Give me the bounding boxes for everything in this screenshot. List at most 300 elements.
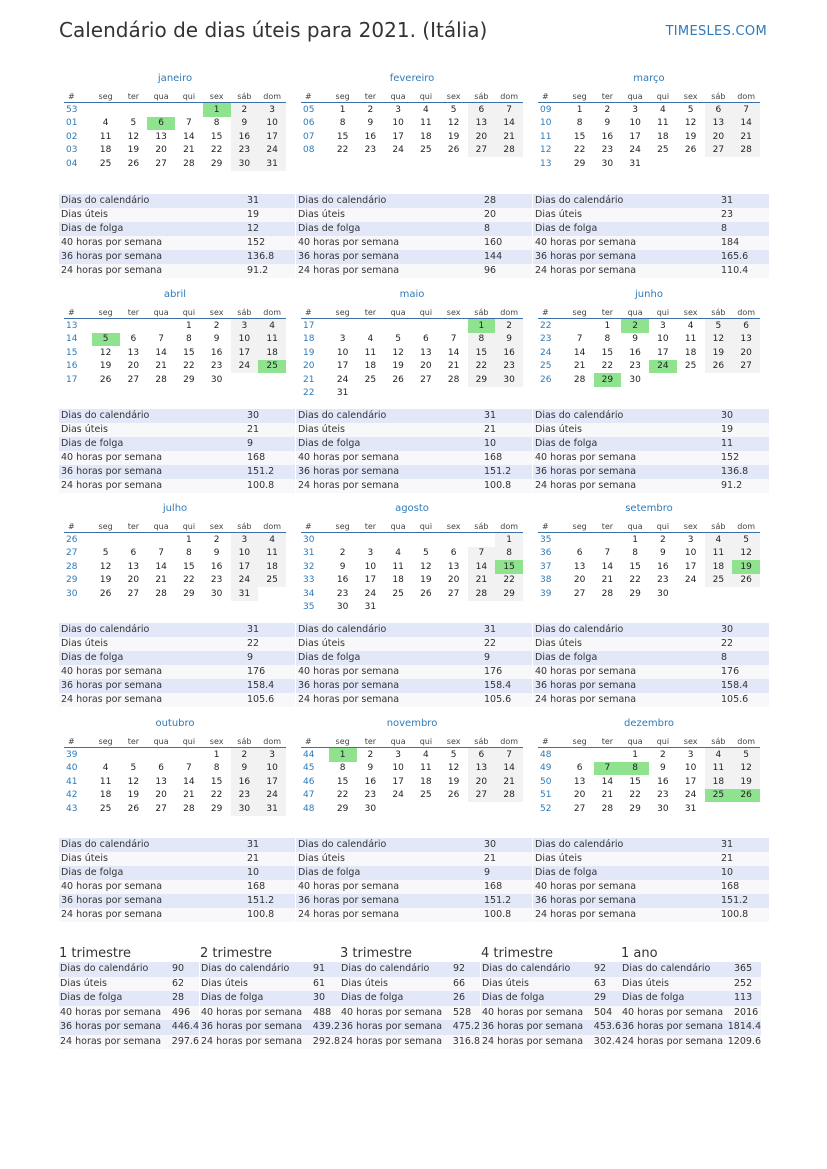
day-cell: 31 xyxy=(258,157,286,171)
week-row xyxy=(64,144,286,158)
day-cell: 13 xyxy=(447,561,460,572)
stat-value: 29 xyxy=(594,992,607,1003)
day-cell: 15 xyxy=(468,346,496,360)
stat-label: 36 horas por semana xyxy=(298,680,400,691)
week-row xyxy=(301,387,523,401)
day-cell: 27 xyxy=(127,588,140,599)
quarter-summary xyxy=(200,946,340,1049)
week-number: 30 xyxy=(66,588,78,599)
quarter-stat-row xyxy=(621,1006,761,1021)
day-cell: 4 xyxy=(102,118,109,129)
quarter-stat-row xyxy=(340,1006,480,1021)
weekday-header: sex xyxy=(677,307,705,319)
stat-label: 24 horas por semana xyxy=(60,1035,162,1047)
stat-value: 1814.4 xyxy=(727,1021,761,1032)
day-cell: 11 xyxy=(99,776,112,787)
week-number: 36 xyxy=(540,548,552,559)
day-cell: 24 xyxy=(629,145,641,156)
stat-label: 24 horas por semana xyxy=(535,909,637,920)
weekday-header: # xyxy=(64,736,92,748)
day-cell: 6 xyxy=(158,763,164,774)
day-cell: 10 xyxy=(392,118,404,129)
week-row xyxy=(64,587,286,601)
day-cell: 14 xyxy=(183,131,195,142)
stat-value: 475.2 xyxy=(452,1021,480,1032)
month-name: dezembro xyxy=(624,718,674,729)
day-cell: 22 xyxy=(183,575,195,586)
stat-row xyxy=(533,651,769,665)
empty-day-cell xyxy=(412,601,440,615)
stat-value: 168 xyxy=(484,881,503,892)
day-cell: 13 xyxy=(127,561,140,572)
stat-value: 22 xyxy=(247,638,260,649)
week-number: 24 xyxy=(540,347,552,358)
stat-label: 24 horas por semana xyxy=(298,480,400,491)
empty-day-cell xyxy=(566,748,594,762)
stat-label: 40 horas por semana xyxy=(201,1006,303,1018)
empty-day-cell xyxy=(384,601,412,615)
day-cell: 17 xyxy=(657,347,669,358)
empty-day-cell xyxy=(468,387,496,401)
month-calendar xyxy=(538,288,760,387)
week-row xyxy=(538,748,760,762)
weekday-header: dom xyxy=(732,736,760,748)
stat-label: Dias do calendário xyxy=(61,410,150,421)
week-row xyxy=(301,574,523,588)
day-cell: 13 xyxy=(155,131,167,142)
week-number: 39 xyxy=(540,588,552,599)
stat-label: Dias úteis xyxy=(535,424,582,435)
stat-value: 30 xyxy=(484,839,497,850)
weekday-header: ter xyxy=(357,91,385,103)
day-cell: 14 xyxy=(495,762,523,776)
month-name: fevereiro xyxy=(389,73,435,84)
stat-row xyxy=(296,908,532,922)
week-row xyxy=(301,775,523,789)
day-cell: 21 xyxy=(495,775,523,789)
stat-row xyxy=(296,479,532,493)
stat-row xyxy=(533,894,769,908)
weekday-header: qui xyxy=(412,736,440,748)
stat-row xyxy=(533,838,769,852)
empty-day-cell xyxy=(594,748,622,762)
weekday-header: # xyxy=(538,521,566,533)
week-row xyxy=(301,333,523,347)
weekday-header: dom xyxy=(495,91,523,103)
day-cell: 3 xyxy=(395,104,401,115)
stat-value: 2016 xyxy=(734,1006,759,1018)
empty-day-cell xyxy=(440,802,468,816)
week-number: 37 xyxy=(540,561,552,572)
brand-link[interactable]: TIMESLES.COM xyxy=(665,24,767,39)
stat-value: 20 xyxy=(484,209,497,220)
stat-label: 36 horas por semana xyxy=(535,251,637,262)
stat-value: 21 xyxy=(247,424,260,435)
stat-row xyxy=(59,894,295,908)
weekday-header: ter xyxy=(357,307,385,319)
stat-value: 100.8 xyxy=(247,909,275,920)
day-cell: 27 xyxy=(468,144,496,158)
empty-day-cell xyxy=(705,587,733,601)
week-row xyxy=(64,533,286,547)
day-cell: 13 xyxy=(705,117,733,131)
stat-label: Dias úteis xyxy=(622,977,669,989)
day-cell: 4 xyxy=(102,763,109,774)
empty-day-cell xyxy=(677,157,705,171)
week-row xyxy=(538,789,760,803)
holiday-day-cell: 25 xyxy=(258,360,286,374)
day-cell: 18 xyxy=(420,776,432,787)
stat-row xyxy=(59,866,295,880)
stat-row xyxy=(296,894,532,908)
week-number: 47 xyxy=(303,790,315,801)
day-cell: 28 xyxy=(573,374,586,385)
stat-label: Dias do calendário xyxy=(298,624,387,635)
empty-day-cell xyxy=(175,748,203,762)
stat-label: 40 horas por semana xyxy=(298,452,400,463)
week-row xyxy=(301,533,523,547)
day-cell: 30 xyxy=(210,374,223,385)
weekday-header: # xyxy=(301,521,329,533)
stat-value: 1209.6 xyxy=(727,1035,761,1047)
weekday-header: seg xyxy=(566,91,594,103)
month-calendar xyxy=(538,717,760,816)
stat-row xyxy=(296,852,532,866)
stat-row xyxy=(296,264,532,278)
stat-value: 152 xyxy=(721,452,740,463)
day-cell: 16 xyxy=(495,346,523,360)
quarter-stat-row xyxy=(59,1020,199,1035)
empty-day-cell xyxy=(705,802,733,816)
stat-label: 36 horas por semana xyxy=(341,1021,443,1032)
week-number: 13 xyxy=(66,320,78,331)
stat-label: Dias úteis xyxy=(482,977,529,989)
day-cell: 4 xyxy=(705,748,733,762)
day-cell: 8 xyxy=(339,763,346,774)
quarter-stat-row xyxy=(621,1035,761,1050)
week-number: 33 xyxy=(303,575,315,586)
weekday-header: # xyxy=(538,91,566,103)
stat-value: 11 xyxy=(721,438,734,449)
stat-value: 9 xyxy=(247,438,254,449)
stat-label: Dias do calendário xyxy=(535,839,624,850)
stat-value: 151.2 xyxy=(247,466,275,477)
stat-value: 10 xyxy=(484,438,497,449)
weekday-header: sáb xyxy=(468,736,496,748)
weekday-header: qui xyxy=(412,307,440,319)
day-cell: 7 xyxy=(495,103,523,117)
empty-day-cell xyxy=(649,157,677,171)
calendar-grid xyxy=(538,736,760,816)
stat-label: Dias de folga xyxy=(61,438,124,449)
day-cell: 16 xyxy=(364,776,377,787)
stat-value: 488 xyxy=(313,1006,332,1018)
empty-day-cell xyxy=(120,319,148,333)
week-number: 42 xyxy=(66,790,78,801)
day-cell: 28 xyxy=(183,803,195,814)
stat-value: 292.8 xyxy=(312,1035,340,1047)
day-cell: 22 xyxy=(629,575,641,586)
month-calendar xyxy=(301,717,523,816)
week-number: 44 xyxy=(303,749,315,760)
stat-value: 528 xyxy=(453,1006,472,1018)
day-cell: 15 xyxy=(183,347,195,358)
day-cell: 22 xyxy=(210,790,223,801)
day-cell: 28 xyxy=(183,158,195,169)
quarter-stat-row xyxy=(200,1020,340,1035)
weekday-header: # xyxy=(301,91,329,103)
day-cell: 17 xyxy=(392,131,404,142)
day-cell: 3 xyxy=(231,319,259,333)
day-cell: 30 xyxy=(657,588,669,599)
stat-row xyxy=(59,852,295,866)
stat-label: Dias do calendário xyxy=(61,624,150,635)
weekday-header: sex xyxy=(203,91,231,103)
stat-row xyxy=(296,236,532,250)
quarter-stat-row xyxy=(621,991,761,1006)
day-cell: 1 xyxy=(186,534,192,545)
day-cell: 10 xyxy=(336,347,349,358)
stat-value: 365 xyxy=(734,963,753,974)
day-cell: 4 xyxy=(423,104,429,115)
stat-row xyxy=(533,880,769,894)
month-stats xyxy=(59,409,295,493)
day-cell: 7 xyxy=(468,547,496,561)
day-cell: 14 xyxy=(601,561,614,572)
day-cell: 22 xyxy=(495,574,523,588)
week-row xyxy=(538,547,760,561)
week-row xyxy=(301,117,523,131)
stat-row xyxy=(59,908,295,922)
empty-day-cell xyxy=(357,533,385,547)
day-cell: 9 xyxy=(213,548,220,559)
day-cell: 3 xyxy=(258,103,286,117)
day-cell: 12 xyxy=(99,347,112,358)
day-cell: 20 xyxy=(127,361,140,372)
weekday-header: qui xyxy=(649,521,677,533)
stat-value: 22 xyxy=(484,638,497,649)
week-number: 35 xyxy=(303,602,315,613)
stat-value: 316.8 xyxy=(452,1035,480,1047)
day-cell: 24 xyxy=(336,374,349,385)
day-cell: 24 xyxy=(258,789,286,803)
day-cell: 17 xyxy=(364,575,377,586)
week-number: 26 xyxy=(66,534,78,545)
day-cell: 26 xyxy=(684,145,697,156)
week-row xyxy=(301,144,523,158)
stat-label: Dias úteis xyxy=(61,638,108,649)
month-name: julho xyxy=(162,503,188,514)
quarter-stat-row xyxy=(481,977,621,992)
empty-day-cell xyxy=(384,533,412,547)
day-cell: 28 xyxy=(155,374,167,385)
weekday-header: ter xyxy=(120,736,148,748)
stat-label: 36 horas por semana xyxy=(622,1021,724,1032)
week-number: 22 xyxy=(303,388,315,399)
stat-value: 92 xyxy=(453,963,466,974)
day-cell: 19 xyxy=(99,361,112,372)
day-cell: 23 xyxy=(231,144,259,158)
stat-row xyxy=(533,665,769,679)
stat-value: 176 xyxy=(721,666,740,677)
calendar-grid xyxy=(301,736,523,816)
day-cell: 21 xyxy=(447,361,460,372)
stat-value: 19 xyxy=(721,424,734,435)
day-cell: 12 xyxy=(705,333,733,347)
day-cell: 26 xyxy=(705,360,733,374)
day-cell: 12 xyxy=(99,561,112,572)
weekday-header: qui xyxy=(412,91,440,103)
stat-value: 28 xyxy=(172,992,185,1003)
stat-value: 12 xyxy=(247,223,260,234)
stat-value: 63 xyxy=(594,977,607,989)
weekday-header: qui xyxy=(412,521,440,533)
empty-day-cell xyxy=(412,533,440,547)
day-cell: 11 xyxy=(258,547,286,561)
stat-row xyxy=(296,437,532,451)
stat-row xyxy=(296,465,532,479)
day-cell: 23 xyxy=(657,575,669,586)
week-number: 17 xyxy=(66,374,78,385)
day-cell: 18 xyxy=(99,145,112,156)
day-cell: 16 xyxy=(364,131,377,142)
day-cell: 7 xyxy=(450,334,457,345)
week-row xyxy=(64,802,286,816)
stat-value: 91 xyxy=(313,963,326,974)
empty-day-cell xyxy=(92,319,120,333)
weekday-header: dom xyxy=(495,521,523,533)
day-cell: 8 xyxy=(576,118,583,129)
quarter-title: 4 trimestre xyxy=(481,946,554,961)
day-cell: 23 xyxy=(629,361,641,372)
weekday-header: seg xyxy=(566,307,594,319)
quarter-stat-row xyxy=(200,962,340,977)
empty-day-cell xyxy=(384,387,412,401)
day-cell: 14 xyxy=(183,776,195,787)
weekday-header: ter xyxy=(357,521,385,533)
stat-label: 40 horas por semana xyxy=(298,237,400,248)
day-cell: 1 xyxy=(213,749,220,760)
day-cell: 13 xyxy=(732,333,760,347)
weekday-header: qua xyxy=(147,307,175,319)
month-stats xyxy=(296,623,532,707)
stat-label: Dias do calendário xyxy=(298,839,387,850)
weekday-header: qua xyxy=(621,91,649,103)
day-cell: 8 xyxy=(186,334,192,345)
day-cell: 1 xyxy=(604,320,611,331)
stat-value: 8 xyxy=(484,223,491,234)
day-cell: 27 xyxy=(447,588,460,599)
stat-row xyxy=(59,451,295,465)
empty-day-cell xyxy=(231,373,259,387)
stat-value: 91.2 xyxy=(247,265,269,276)
calendar-grid xyxy=(64,736,286,816)
weekday-header: dom xyxy=(258,736,286,748)
stat-label: 36 horas por semana xyxy=(298,895,400,906)
day-cell: 21 xyxy=(155,361,167,372)
empty-day-cell xyxy=(92,103,120,117)
day-cell: 16 xyxy=(231,775,259,789)
week-number: 25 xyxy=(540,361,552,372)
day-cell: 23 xyxy=(336,588,349,599)
quarter-stat-row xyxy=(621,977,761,992)
week-number: 05 xyxy=(303,104,315,115)
day-cell: 3 xyxy=(367,548,374,559)
stat-label: Dias úteis xyxy=(298,853,345,864)
stat-label: 36 horas por semana xyxy=(61,680,163,691)
stat-row xyxy=(59,880,295,894)
day-cell: 11 xyxy=(99,131,112,142)
week-number: 45 xyxy=(303,763,315,774)
stat-value: 158.4 xyxy=(484,680,512,691)
stat-label: 40 horas por semana xyxy=(61,666,163,677)
stat-label: 40 horas por semana xyxy=(298,666,400,677)
day-cell: 25 xyxy=(99,158,112,169)
week-row xyxy=(64,560,286,574)
stat-label: Dias do calendário xyxy=(341,963,430,974)
stat-value: 10 xyxy=(247,867,260,878)
stat-label: 24 horas por semana xyxy=(535,694,637,705)
stat-value: 152 xyxy=(247,237,266,248)
stat-label: 24 horas por semana xyxy=(61,694,163,705)
day-cell: 25 xyxy=(392,588,404,599)
weekday-header: dom xyxy=(495,736,523,748)
stat-label: 40 horas por semana xyxy=(535,666,637,677)
week-row xyxy=(538,346,760,360)
day-cell: 29 xyxy=(629,803,641,814)
stat-row xyxy=(533,852,769,866)
stat-label: 24 horas por semana xyxy=(535,480,637,491)
day-cell: 2 xyxy=(231,103,259,117)
weekday-header: qua xyxy=(384,521,412,533)
day-cell: 14 xyxy=(732,117,760,131)
week-number: 19 xyxy=(303,347,315,358)
weekday-header: sex xyxy=(203,307,231,319)
quarter-stat-row xyxy=(59,962,199,977)
day-cell: 17 xyxy=(392,776,404,787)
empty-day-cell xyxy=(468,802,496,816)
weekday-header: qua xyxy=(147,91,175,103)
quarter-summary xyxy=(621,946,761,1049)
week-row xyxy=(301,762,523,776)
stat-value: 158.4 xyxy=(721,680,749,691)
stat-label: 24 horas por semana xyxy=(482,1035,584,1047)
empty-day-cell xyxy=(258,373,286,387)
week-row xyxy=(301,346,523,360)
day-cell: 21 xyxy=(601,790,614,801)
day-cell: 4 xyxy=(395,548,401,559)
empty-day-cell xyxy=(175,103,203,117)
day-cell: 10 xyxy=(258,117,286,131)
weekday-header: seg xyxy=(329,91,357,103)
day-cell: 24 xyxy=(364,588,377,599)
quarter-stat-row xyxy=(200,977,340,992)
day-cell: 23 xyxy=(601,145,614,156)
weekday-header: ter xyxy=(120,91,148,103)
stat-row xyxy=(296,838,532,852)
week-row xyxy=(64,762,286,776)
weekday-header: # xyxy=(301,307,329,319)
stat-value: 31 xyxy=(247,624,260,635)
holiday-day-cell: 8 xyxy=(621,762,649,776)
weekday-header: qui xyxy=(175,307,203,319)
week-number: 27 xyxy=(66,548,78,559)
day-cell: 8 xyxy=(213,118,220,129)
quarter-summary xyxy=(481,946,621,1049)
day-cell: 4 xyxy=(705,533,733,547)
day-cell: 12 xyxy=(127,776,140,787)
weekday-header: dom xyxy=(258,521,286,533)
